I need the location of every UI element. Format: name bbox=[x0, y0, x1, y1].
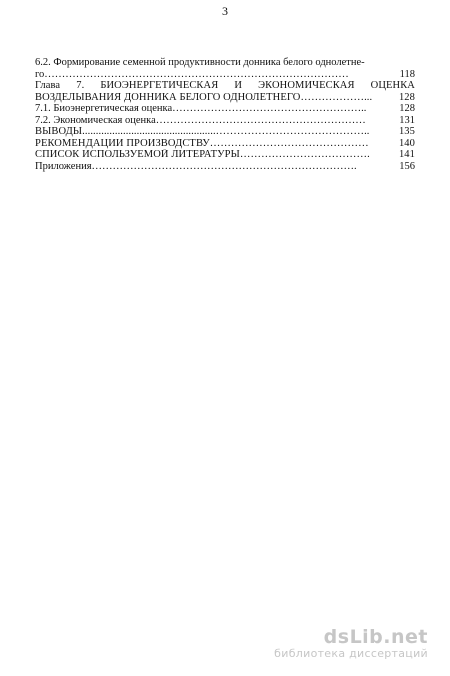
toc-entry-text: 7.2. Экономическая оценка…………………………………………………… bbox=[35, 114, 366, 126]
toc-entry-text: СПИСОК ИСПОЛЬЗУЕМОЙ ЛИТЕРАТУРЫ………………………………. bbox=[35, 149, 370, 160]
watermark-subtitle: библиотека диссертаций bbox=[274, 647, 428, 660]
watermark-logo: dsLib.net bbox=[323, 626, 428, 648]
toc-entry-text: 7.1. Биоэнергетическая оценка……………………………………………….. bbox=[35, 103, 367, 114]
toc-entry-page: 135 bbox=[398, 126, 415, 137]
toc-entry-page: 118 bbox=[399, 68, 415, 80]
toc-entry-text: 6.2. Формирование семенной продуктивности донника белого однолетне- bbox=[35, 57, 365, 68]
toc-entry-text: ВОЗДЕЛЫВАНИЯ ДОННИКА БЕЛОГО ОДНОЛЕТНЕГО………………... bbox=[35, 91, 373, 103]
toc-entry-chapter-7-line-1 bbox=[35, 80, 415, 92]
table-of-contents bbox=[35, 57, 415, 172]
toc-entry-text: Приложения…………………………………………………………………. bbox=[35, 160, 357, 172]
toc-entry-text: РЕКОМЕНДАЦИИ ПРОИЗВОДСТВУ……………………………………… bbox=[35, 137, 369, 149]
toc-entry-page: 141 bbox=[398, 149, 415, 160]
toc-entry-text: ВЫВОДЫ.................................................…………………………………….. bbox=[35, 126, 370, 137]
toc-entry-chapter-7-line-2 bbox=[35, 92, 415, 104]
toc-entry-references bbox=[35, 149, 415, 161]
toc-entry-conclusions bbox=[35, 126, 415, 138]
toc-entry-page: 128 bbox=[399, 103, 415, 114]
toc-entry-text: Глава 7. БИОЭНЕРГЕТИЧЕСКАЯ И ЭКОНОМИЧЕСКАЯ ОЦЕНКА bbox=[35, 80, 415, 91]
watermark bbox=[274, 627, 428, 660]
toc-entry-page: 128 bbox=[398, 91, 415, 103]
toc-entry-page: 131 bbox=[399, 114, 415, 126]
page-number: 3 bbox=[222, 4, 228, 18]
toc-entry-7-1 bbox=[35, 103, 415, 115]
toc-entry-recommendations bbox=[35, 138, 415, 150]
toc-entry-appendices bbox=[35, 161, 415, 173]
toc-entry-text: го…………………………………………………………………………… bbox=[35, 68, 349, 80]
toc-entry-6-2-line-1 bbox=[35, 57, 415, 69]
toc-entry-6-2-line-2 bbox=[35, 69, 415, 81]
toc-entry-page: 156 bbox=[399, 160, 415, 172]
toc-entry-7-2 bbox=[35, 115, 415, 127]
toc-entry-page: 140 bbox=[398, 137, 415, 149]
